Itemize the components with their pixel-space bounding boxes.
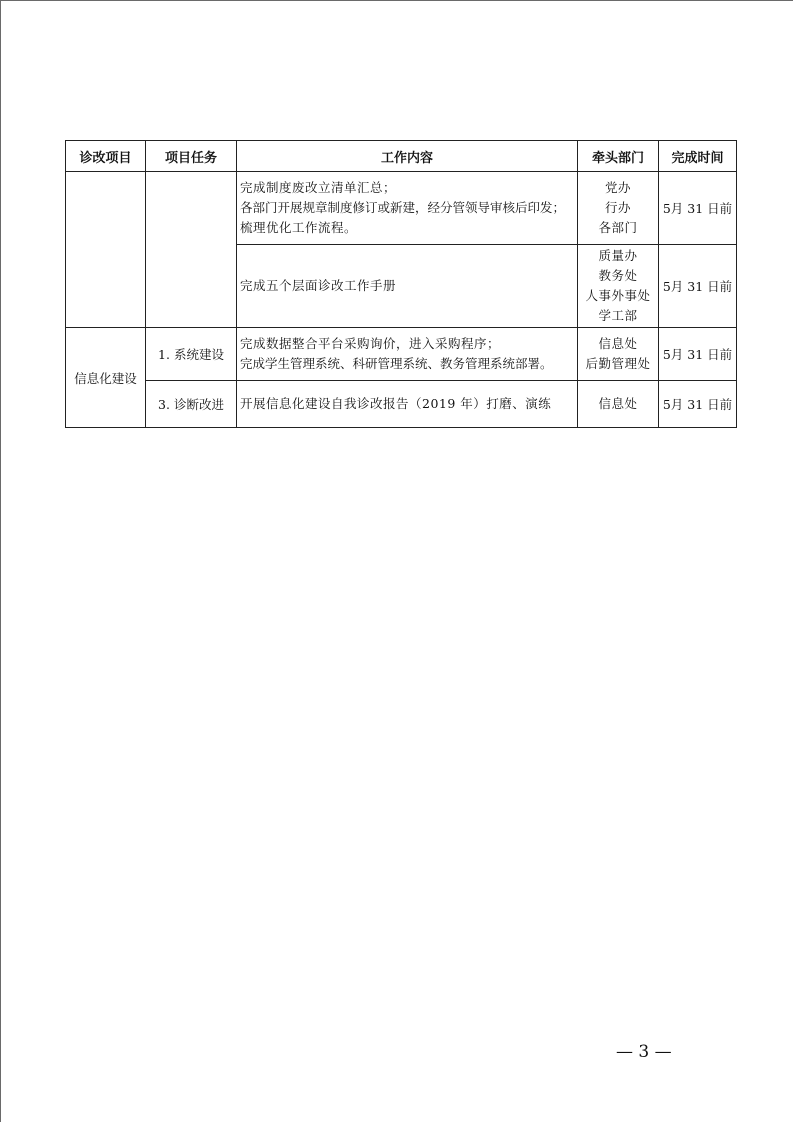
page-edge-left — [0, 0, 1, 1122]
cell-lead-dept — [578, 328, 659, 381]
dept-line: 行办 — [604, 200, 631, 215]
cell-deadline: 5月 31 日前 — [659, 328, 737, 381]
cell-content — [237, 172, 578, 245]
cell-content — [237, 328, 578, 381]
dept-line: 信息处 — [598, 396, 638, 411]
cell-task — [146, 172, 237, 328]
page-edge-top — [0, 0, 793, 1]
dept-line: 人事外事处 — [585, 288, 651, 303]
cell-lead-dept — [578, 245, 659, 328]
cell-task: 1. 系统建设 — [146, 328, 237, 381]
header-task: 项目任务 — [146, 141, 237, 172]
cell-lead-dept — [578, 381, 659, 428]
cell-content — [237, 381, 578, 428]
page-number: — 3 — — [616, 1042, 672, 1062]
dept-line: 后勤管理处 — [585, 356, 651, 371]
dept-line: 教务处 — [598, 268, 638, 283]
dept-line: 各部门 — [598, 220, 638, 235]
dept-line: 质量办 — [598, 248, 638, 263]
rectification-plan-table — [65, 140, 737, 428]
cell-deadline: 5月 31 日前 — [659, 381, 737, 428]
content-line: 完成五个层面诊改工作手册 — [240, 278, 397, 293]
content-line: 梳理优化工作流程。 — [240, 220, 358, 235]
header-lead-dept: 牵头部门 — [578, 141, 659, 172]
table-row — [66, 381, 737, 428]
dept-line: 信息处 — [598, 336, 638, 351]
content-line: 完成制度废改立清单汇总； — [240, 180, 397, 195]
content-line: 完成数据整合平台采购询价，进入采购程序； — [240, 336, 501, 351]
dept-line: 党办 — [604, 180, 631, 195]
cell-content — [237, 245, 578, 328]
cell-deadline: 5月 31 日前 — [659, 245, 737, 328]
cell-deadline: 5月 31 日前 — [659, 172, 737, 245]
header-deadline: 完成时间 — [659, 141, 737, 172]
table-header-row — [66, 141, 737, 172]
cell-lead-dept — [578, 172, 659, 245]
header-content: 工作内容 — [237, 141, 578, 172]
content-line: 各部门开展规章制度修订或新建，经分管领导审核后印发； — [240, 200, 566, 215]
content-line: 完成学生管理系统、科研管理系统、教务管理系统部署。 — [240, 356, 553, 371]
cell-project: 信息化建设 — [66, 328, 146, 428]
content-line: 开展信息化建设自我诊改报告（2019 年）打磨、演练 — [240, 396, 552, 411]
cell-task: 3. 诊断改进 — [146, 381, 237, 428]
table-row — [66, 172, 737, 245]
header-project: 诊改项目 — [66, 141, 146, 172]
cell-project — [66, 172, 146, 328]
dept-line: 学工部 — [598, 308, 638, 323]
table-row — [66, 328, 737, 381]
